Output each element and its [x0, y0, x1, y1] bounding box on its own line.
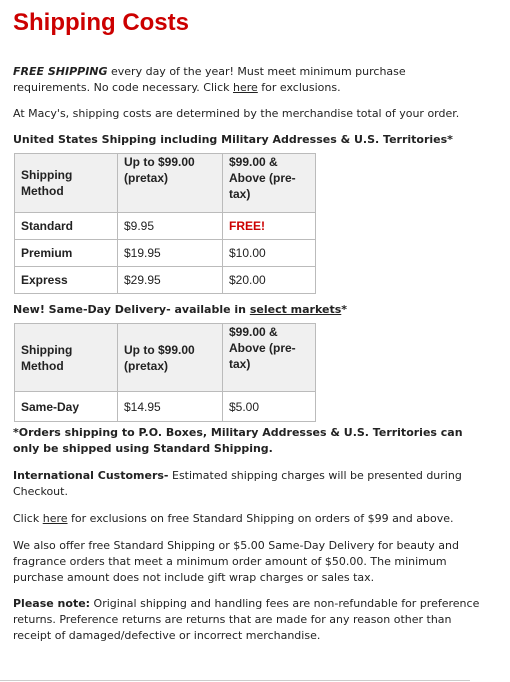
same-day-heading-text: New! Same-Day Delivery- available in [13, 303, 250, 316]
same-day-heading [13, 302, 483, 318]
column-header-up-to: Up to $99.00 (pretax) [118, 324, 223, 392]
row-above-price: $5.00 [223, 392, 316, 422]
row-method: Express [15, 267, 118, 294]
click-prefix: Click [13, 512, 43, 525]
free-standard-exclusions-link[interactable]: here [42, 512, 68, 525]
row-method: Standard [15, 213, 118, 240]
free-shipping-tail: for exclusions. [257, 81, 341, 94]
row-method: Premium [15, 240, 118, 267]
international-label: International Customers- [13, 469, 169, 482]
table-row [15, 267, 316, 294]
table-header-row [15, 324, 316, 392]
row-above-price: $10.00 [223, 240, 316, 267]
row-above-price: $20.00 [223, 267, 316, 294]
po-boxes-note: *Orders shipping to P.O. Boxes, Military Addresses & U.S. Territories can only be shipped using Standard Shipping. [13, 426, 463, 455]
please-note-label: Please note: [13, 597, 91, 610]
row-above-price: FREE! [223, 213, 316, 240]
column-header-above: $99.00 & Above (pre-tax) [223, 324, 316, 392]
free-shipping-text: every day of the year! Must meet minimum purchase requirements. No code necessary. Click [13, 65, 406, 94]
table-header-row [15, 154, 316, 213]
row-up-to-price: $14.95 [118, 392, 223, 422]
us-shipping-table [14, 153, 316, 294]
international-customers-paragraph [13, 468, 483, 500]
please-note-text: Original shipping and handling fees are non-refundable for preference returns. Preference returns are returns that are made for any reason other than receipt of damaged/defective or incorrect merchandise. [13, 597, 480, 642]
row-method: Same-Day [15, 392, 118, 422]
please-note-paragraph [13, 596, 483, 644]
same-day-table [14, 323, 316, 422]
column-header-up-to: Up to $99.00 (pretax) [118, 154, 223, 213]
row-up-to-price: $29.95 [118, 267, 223, 294]
row-up-to-price: $19.95 [118, 240, 223, 267]
free-shipping-paragraph [13, 64, 483, 96]
click-suffix: for exclusions on free Standard Shipping on orders of $99 and above. [67, 512, 454, 525]
free-shipping-label: FREE SHIPPING [13, 65, 108, 78]
bottom-divider [0, 680, 470, 681]
table-row [15, 213, 316, 240]
table-row [15, 392, 316, 422]
merchandise-total-text: At Macy's, shipping costs are determined by the merchandise total of your order. [13, 107, 460, 120]
column-header-method: Shipping Method [15, 324, 118, 392]
exclusions-paragraph [13, 511, 483, 527]
select-markets-link[interactable]: select markets [249, 303, 342, 316]
column-header-method: Shipping Method [15, 154, 118, 213]
international-text: Estimated shipping charges will be presented during Checkout. [13, 469, 462, 498]
us-shipping-heading: United States Shipping including Military Addresses & U.S. Territories* [13, 133, 453, 146]
column-header-above: $99.00 & Above (pre-tax) [223, 154, 316, 213]
same-day-heading-suffix: * [341, 303, 348, 316]
beauty-offer-paragraph: We also offer free Standard Shipping or $5.00 Same-Day Delivery for beauty and fragrance orders that meet a minimum order amount of $50.00. The minimum purchase amount does not include gift wrap charges or sales tax. [13, 539, 459, 584]
exclusions-here-link[interactable]: here [233, 81, 258, 94]
page-title: Shipping Costs [13, 9, 189, 36]
row-up-to-price: $9.95 [118, 213, 223, 240]
table-row [15, 240, 316, 267]
